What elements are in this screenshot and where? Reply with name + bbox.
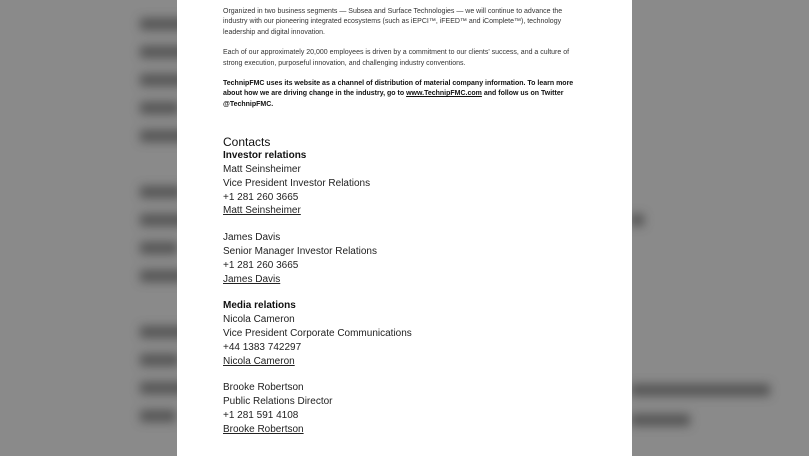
investor-relations-heading: Investor relations bbox=[223, 150, 307, 162]
blurred-text bbox=[140, 410, 176, 422]
contact-phone: +1 281 591 4108 bbox=[223, 410, 299, 421]
contact-email-link[interactable]: Nicola Cameron bbox=[223, 355, 295, 367]
blurred-text bbox=[140, 354, 180, 366]
blurred-text bbox=[140, 186, 182, 198]
contact-phone: +1 281 260 3665 bbox=[223, 191, 299, 203]
contact-title: Vice President Investor Relations bbox=[223, 177, 371, 189]
notice-text-after: and follow us on Twitter @TechnipFMC. bbox=[223, 90, 564, 108]
intro-paragraph-2: Each of our approximately 20,000 employees is driven by a commitment to our clients' success, and a culture of strong execution, purposeful innovation, and challenging industry conventions. bbox=[223, 49, 570, 67]
press-release-page bbox=[177, 0, 632, 456]
contact-email-link[interactable]: James Davis bbox=[223, 273, 281, 285]
contact-title: Senior Manager Investor Relations bbox=[223, 246, 377, 258]
blurred-text bbox=[140, 102, 180, 114]
article-content bbox=[223, 7, 575, 450]
contact-person bbox=[223, 381, 575, 436]
blurred-text bbox=[630, 414, 690, 426]
contact-title: Public Relations Director bbox=[223, 396, 333, 408]
media-relations-heading: Media relations bbox=[223, 300, 296, 312]
blurred-text bbox=[630, 384, 770, 396]
contact-person bbox=[223, 163, 575, 218]
blurred-text bbox=[630, 214, 644, 226]
contact-name: James Davis bbox=[223, 232, 281, 244]
contact-phone: +1 281 260 3665 bbox=[223, 259, 299, 271]
notice-text-before: TechnipFMC uses its website as a channel of distribution of material company information. To learn more about how we are driving change in the industry, go to bbox=[223, 80, 574, 98]
technipfmc-website-link[interactable]: www.TechnipFMC.com bbox=[406, 90, 482, 98]
contact-person bbox=[223, 313, 575, 368]
contact-title: Vice President Corporate Communications bbox=[223, 328, 412, 340]
contact-name: Matt Seinsheimer bbox=[223, 164, 301, 176]
contact-email-link[interactable]: Brooke Robertson bbox=[223, 423, 304, 435]
contact-name: Nicola Cameron bbox=[223, 314, 295, 326]
contacts-heading: Contacts bbox=[223, 135, 271, 150]
contact-phone: +44 1383 742297 bbox=[223, 341, 302, 353]
website-notice bbox=[223, 79, 575, 110]
contact-person bbox=[223, 231, 575, 286]
blurred-text bbox=[140, 242, 178, 254]
intro-paragraph-1: Organized in two business segments — Subsea and Surface Technologies — we will continue to advance the industry with our pioneering integrated ecosystems (such as iEPCI™, iFEED™ and iComplete™), technology leadership and digital innovation. bbox=[223, 8, 563, 36]
contacts-section bbox=[223, 135, 575, 436]
contact-email-link[interactable]: Matt Seinsheimer bbox=[223, 205, 301, 217]
contact-name: Brooke Robertson bbox=[223, 382, 304, 394]
